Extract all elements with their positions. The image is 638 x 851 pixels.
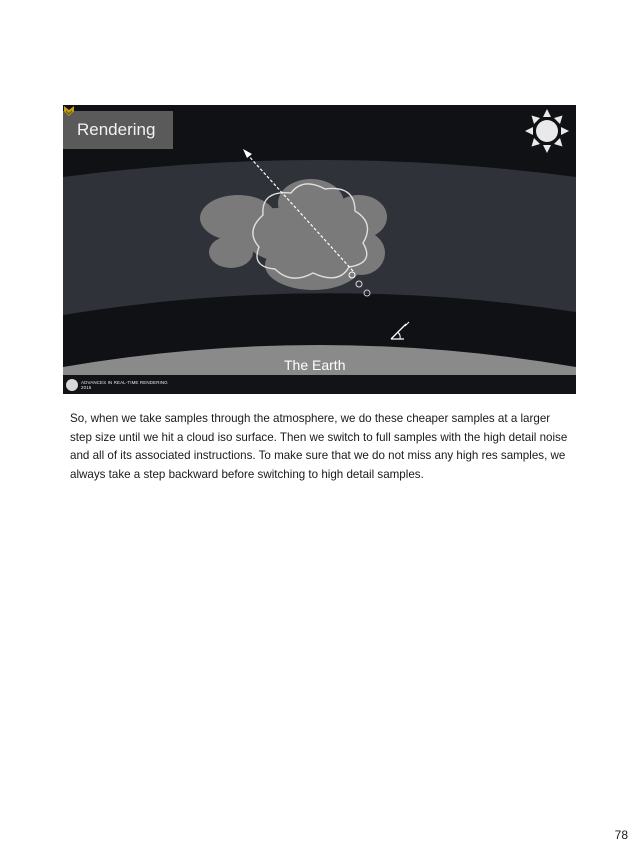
ray-arrowhead	[243, 149, 252, 158]
conference-logo-icon	[66, 379, 78, 391]
angle-icon	[391, 322, 409, 339]
sun-icon	[525, 109, 569, 153]
slide-image	[63, 105, 576, 394]
speaker-notes: So, when we take samples through the atmosphere, we do these cheaper samples at a larger step size until we hit a cloud iso surface. Then we switch to full samples with the high detail noise and all of its associated instructions. To make sure that we do not miss any high res samples, we always take a step backward before switching to high detail samples.	[70, 412, 568, 481]
page-number: 78	[614, 828, 628, 842]
slide-title: Rendering	[63, 111, 173, 149]
footer-text: ADVANCES IN REAL-TIME RENDERING 2015	[81, 380, 168, 390]
earth-label: The Earth	[284, 357, 346, 373]
studio-brand-icon	[63, 105, 75, 117]
